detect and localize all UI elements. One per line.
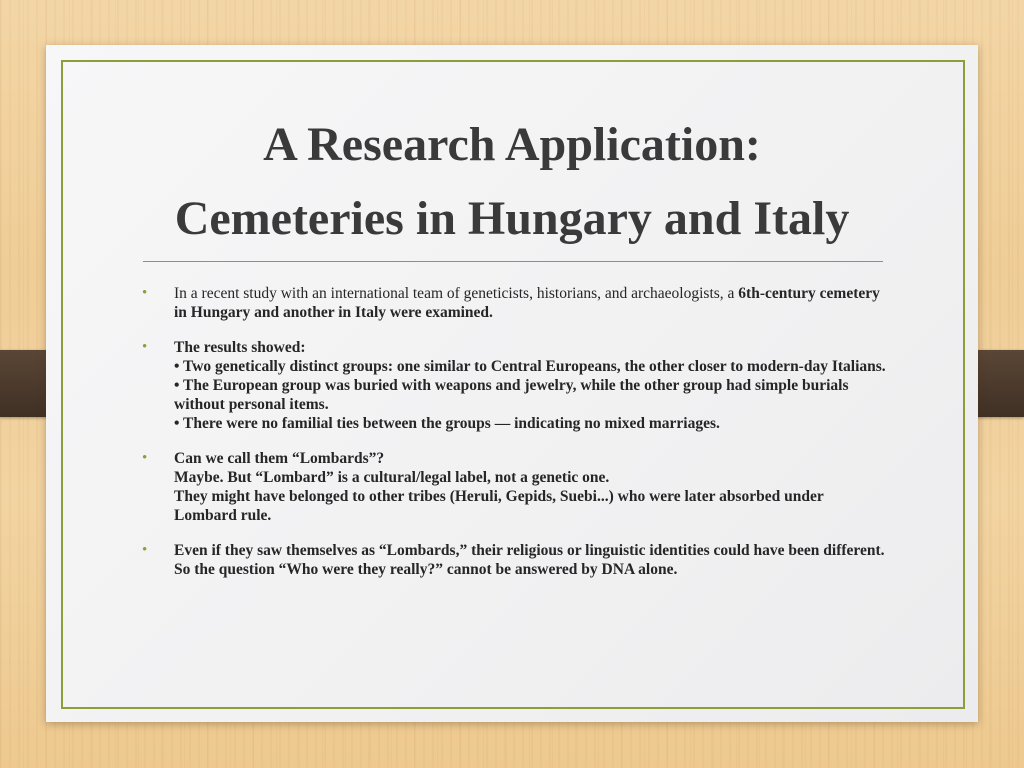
results-heading: The results showed: — [174, 339, 306, 356]
bullet-marker: • — [142, 339, 148, 355]
bullet-list — [142, 284, 887, 595]
bullet-marker: • — [142, 542, 148, 558]
results-line-burials: • The European group was buried with weapons and jewelry, while the other group had simple burials without personal items. — [174, 377, 849, 413]
lombards-tribes: They might have belonged to other tribes (Heruli, Gepids, Suebi...) who were later absorbed under Lombard rule. — [174, 488, 824, 524]
slide-title — [100, 108, 924, 256]
bullet-item-study — [142, 284, 887, 322]
study-cemeteries-text: 6th-century cemetery in Hungary and another in Italy were examined. — [174, 285, 880, 321]
title-line-2: Cemeteries in Hungary and Italy — [174, 192, 850, 245]
bullet-marker: • — [142, 285, 148, 301]
bullet-item-lombards — [142, 449, 887, 525]
title-divider — [143, 261, 883, 262]
identity-conclusion: So the question “Who were they really?” cannot be answered by DNA alone. — [174, 561, 678, 578]
bullet-marker: • — [142, 450, 148, 466]
identity-text: Even if they saw themselves as “Lombards,” their religious or linguistic identities could have been different. — [174, 542, 885, 559]
lombards-answer: Maybe. But “Lombard” is a cultural/legal label, not a genetic one. — [174, 469, 610, 486]
bullet-item-identity — [142, 541, 887, 579]
lombards-question: Can we call them “Lombards”? — [174, 450, 385, 467]
title-line-1: A Research Application: — [263, 118, 761, 171]
bullet-item-results — [142, 338, 887, 433]
results-line-ties: • There were no familial ties between the groups — indicating no mixed marriages. — [174, 415, 720, 432]
study-intro-text: In a recent study with an international team of geneticists, historians, and archaeologists, a — [174, 285, 739, 302]
results-line-groups: • Two genetically distinct groups: one similar to Central Europeans, the other closer to modern-day Italians. — [174, 358, 886, 375]
